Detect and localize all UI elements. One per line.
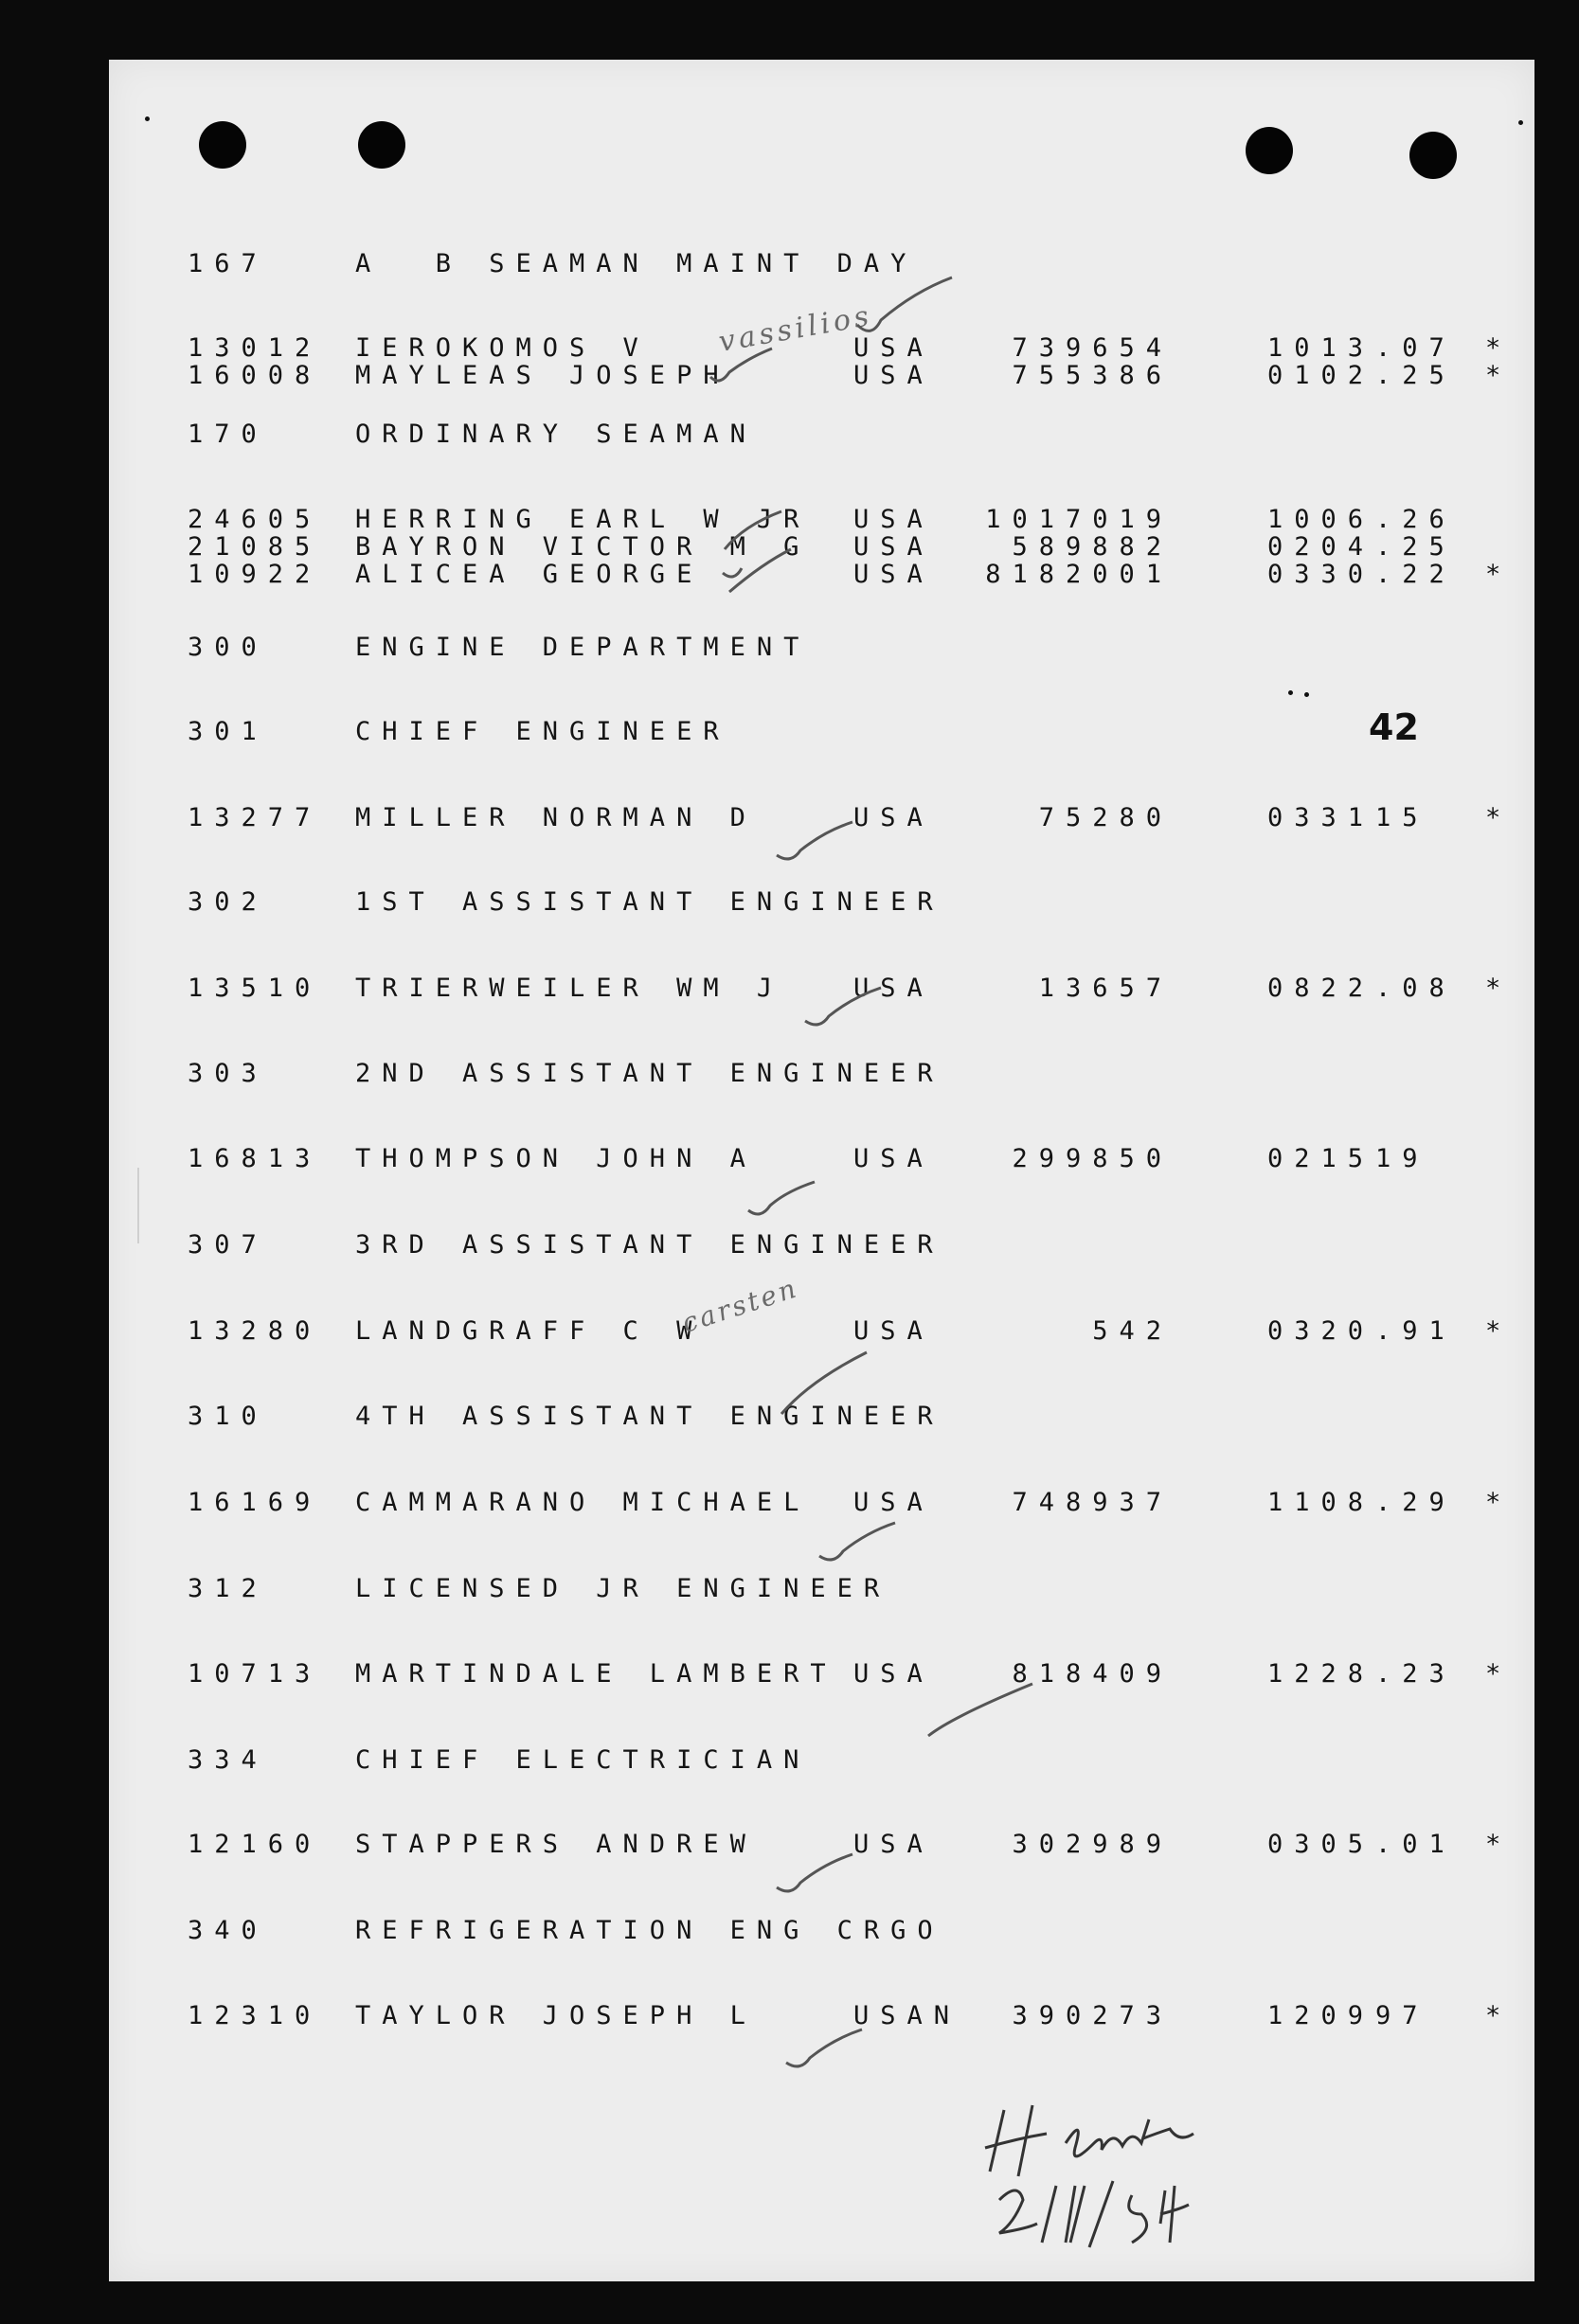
pencil-check-icon: [706, 344, 781, 391]
handwritten-signature: [980, 2091, 1265, 2252]
record-doc: 739654: [1012, 333, 1173, 363]
pencil-check-icon: [800, 983, 886, 1040]
pencil-check-icon: [924, 1679, 1037, 1750]
record-rate: .01: [1375, 1830, 1456, 1859]
section-code: 302: [188, 887, 268, 917]
punch-hole: [199, 121, 246, 169]
record-doc: 75280: [1038, 803, 1173, 832]
record-id: 16008: [188, 361, 322, 390]
record-nat: USA: [853, 1316, 934, 1346]
record-nat: USA: [853, 1488, 934, 1517]
record-nat: USA: [853, 532, 934, 562]
paper-crease: [109, 1168, 139, 1243]
section-code: 167: [188, 249, 268, 278]
section-header: [188, 1745, 1514, 1779]
record-nat: USA: [853, 505, 934, 534]
section-code: 170: [188, 420, 268, 449]
record-star: *: [1485, 361, 1513, 390]
section-code: 340: [188, 1916, 268, 1945]
record-name: LANDGRAFF C W: [355, 1316, 704, 1346]
record-doc: 589882: [1012, 532, 1173, 562]
record-nat: USA: [853, 974, 934, 1003]
pencil-check-icon: [763, 1348, 876, 1423]
record-rate: .23: [1375, 1659, 1456, 1689]
punch-hole: [1409, 132, 1457, 179]
section-title: ENGINE DEPARTMENT: [355, 633, 811, 662]
record-star: *: [1485, 1830, 1513, 1859]
record-name: MAYLEAS JOSEPH: [355, 361, 730, 390]
record-date: 1228: [1267, 1659, 1375, 1689]
record-doc: 13657: [1038, 974, 1173, 1003]
record-date: 1108: [1267, 1488, 1375, 1517]
record-rate: .08: [1375, 974, 1456, 1003]
record-doc: 755386: [1012, 361, 1173, 390]
section-code: 301: [188, 717, 268, 746]
section-header: [188, 1574, 1514, 1608]
section-code: 310: [188, 1402, 268, 1431]
record-date: 0102: [1267, 361, 1375, 390]
record-id: 13277: [188, 803, 322, 832]
section-code: 300: [188, 633, 268, 662]
record-rate: .91: [1375, 1316, 1456, 1346]
section-header: [188, 1059, 1514, 1093]
record-id: 16169: [188, 1488, 322, 1517]
record-rate: .25: [1375, 361, 1456, 390]
section-header: [188, 717, 1514, 751]
record-rate: .07: [1375, 333, 1456, 363]
record-nat: USA: [853, 333, 934, 363]
record-date: 1209: [1267, 2001, 1375, 2030]
record-doc: 542: [1092, 1316, 1173, 1346]
section-header: [188, 887, 1514, 921]
record-date: 0331: [1267, 803, 1375, 832]
record-star: *: [1485, 1659, 1513, 1689]
crew-record-row: [188, 560, 1514, 594]
record-rate: .22: [1375, 560, 1456, 589]
record-rate: 15: [1375, 803, 1429, 832]
section-title: A B SEAMAN MAINT DAY: [355, 249, 918, 278]
pencil-check-icon: [744, 1177, 819, 1225]
record-name: MILLER NORMAN D: [355, 803, 757, 832]
record-name: HERRING EARL W JR: [355, 505, 811, 534]
record-rate: 97: [1375, 2001, 1429, 2030]
section-header: [188, 420, 1514, 454]
record-id: 24605: [188, 505, 322, 534]
section-title: 4TH ASSISTANT ENGINEER: [355, 1402, 944, 1431]
record-name: IEROKOMOS V: [355, 333, 650, 363]
crew-record-row: [188, 1272, 1514, 1350]
record-id: 12160: [188, 1830, 322, 1859]
record-date: 0320: [1267, 1316, 1375, 1346]
section-header: [188, 1230, 1514, 1264]
pencil-check-icon: [715, 507, 800, 601]
section-title: CHIEF ELECTRICIAN: [355, 1745, 811, 1775]
handwritten-note: carsten: [678, 1272, 802, 1339]
record-doc: 8182001: [985, 560, 1173, 589]
record-star: *: [1485, 1488, 1513, 1517]
record-date: 1013: [1267, 333, 1375, 363]
record-nat: USA: [853, 1144, 934, 1173]
record-nat: USA: [853, 1830, 934, 1859]
record-date: 0305: [1267, 1830, 1375, 1859]
crew-record-row: [188, 361, 1514, 395]
section-title: 2ND ASSISTANT ENGINEER: [355, 1059, 944, 1088]
document-page: [109, 60, 1534, 2281]
record-doc: 818409: [1012, 1659, 1173, 1689]
record-date: 0215: [1267, 1144, 1375, 1173]
record-name: ALICEA GEORGE: [355, 560, 704, 589]
record-id: 10922: [188, 560, 322, 589]
pencil-check-icon: [772, 1850, 857, 1906]
record-nat: USA: [853, 1659, 934, 1689]
record-star: *: [1485, 803, 1513, 832]
pencil-check-icon: [815, 1518, 900, 1575]
handwritten-note: vassilios: [716, 299, 875, 359]
section-title: REFRIGERATION ENG CRGO: [355, 1916, 944, 1945]
record-id: 10713: [188, 1659, 322, 1689]
record-doc: 299850: [1012, 1144, 1173, 1173]
pencil-check-icon: [848, 273, 961, 344]
record-name: TAYLOR JOSEPH L: [355, 2001, 757, 2030]
record-doc: 748937: [1012, 1488, 1173, 1517]
section-code: 303: [188, 1059, 268, 1088]
section-title: LICENSED JR ENGINEER: [355, 1574, 891, 1603]
record-rate: .29: [1375, 1488, 1456, 1517]
section-title: ORDINARY SEAMAN: [355, 420, 757, 449]
record-id: 13012: [188, 333, 322, 363]
record-nat: USA: [853, 361, 934, 390]
record-star: *: [1485, 1316, 1513, 1346]
record-star: *: [1485, 333, 1513, 363]
record-nat: USA: [853, 803, 934, 832]
pencil-check-icon: [772, 817, 857, 874]
record-id: 16813: [188, 1144, 322, 1173]
record-id: 13510: [188, 974, 322, 1003]
record-nat: USAN: [853, 2001, 961, 2030]
section-title: CHIEF ENGINEER: [355, 717, 730, 746]
record-date: 0822: [1267, 974, 1375, 1003]
section-code: 312: [188, 1574, 268, 1603]
record-name: MARTINDALE LAMBERT: [355, 1659, 837, 1689]
section-code: 334: [188, 1745, 268, 1775]
record-id: 13280: [188, 1316, 322, 1346]
record-name: BAYRON VICTOR M G: [355, 532, 811, 562]
punch-hole: [358, 121, 405, 169]
record-doc: 1017019: [985, 505, 1173, 534]
crew-record-row: [188, 1144, 1514, 1178]
record-star: *: [1485, 560, 1513, 589]
record-rate: .26: [1375, 505, 1456, 534]
record-star: *: [1485, 2001, 1513, 2030]
section-code: 307: [188, 1230, 268, 1260]
section-title: 3RD ASSISTANT ENGINEER: [355, 1230, 944, 1260]
record-rate: 19: [1375, 1144, 1429, 1173]
record-star: *: [1485, 974, 1513, 1003]
record-doc: 302989: [1012, 1830, 1173, 1859]
punch-hole: [1246, 127, 1293, 174]
record-date: 0204: [1267, 532, 1375, 562]
crew-record-row: [188, 1488, 1514, 1522]
record-date: 1006: [1267, 505, 1375, 534]
record-date: 0330: [1267, 560, 1375, 589]
record-name: TRIERWEILER WM J: [355, 974, 784, 1003]
crew-record-row: [188, 1659, 1514, 1693]
record-name: CAMMARANO MICHAEL: [355, 1488, 811, 1517]
section-header: [188, 633, 1514, 667]
record-id: 21085: [188, 532, 322, 562]
page-number: 42: [1369, 706, 1419, 748]
pencil-check-icon: [781, 2025, 867, 2082]
record-name: THOMPSON JOHN A: [355, 1144, 757, 1173]
section-title: 1ST ASSISTANT ENGINEER: [355, 887, 944, 917]
record-doc: 390273: [1012, 2001, 1173, 2030]
record-rate: .25: [1375, 532, 1456, 562]
section-header: [188, 1916, 1514, 1950]
record-id: 12310: [188, 2001, 322, 2030]
record-name: STAPPERS ANDREW: [355, 1830, 757, 1859]
record-nat: USA: [853, 560, 934, 589]
